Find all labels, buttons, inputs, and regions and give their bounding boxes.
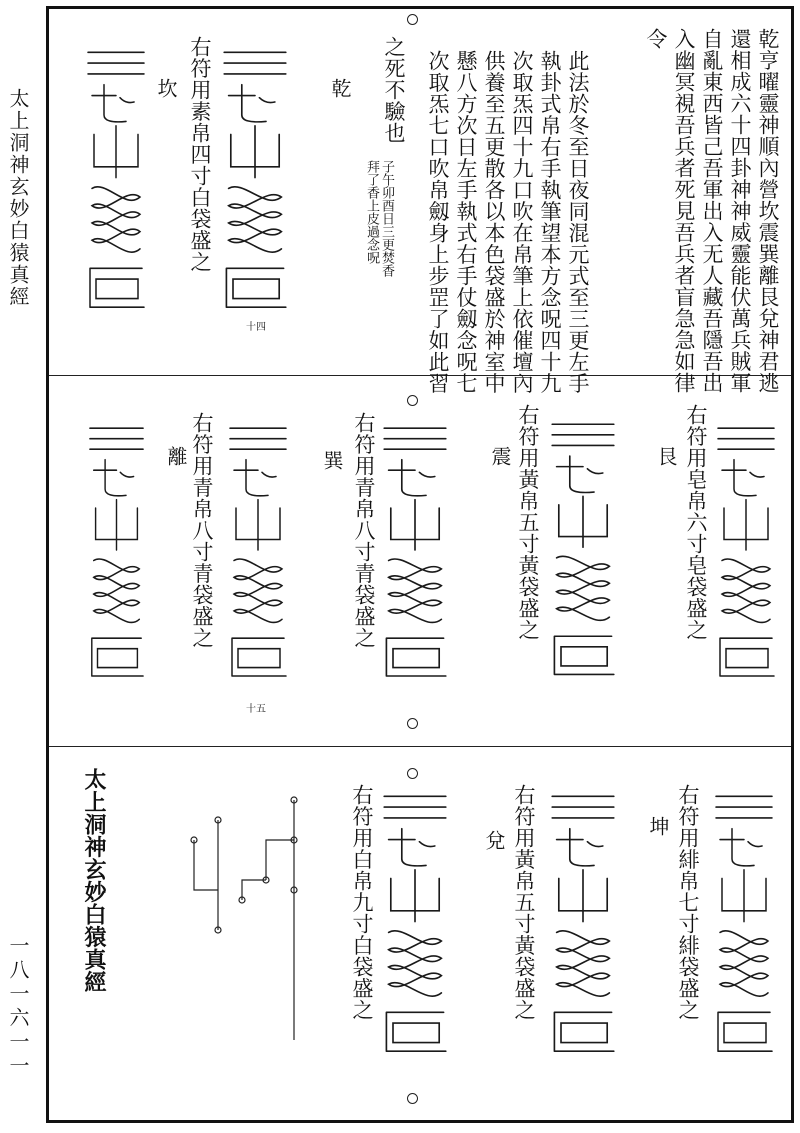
talisman-note: 右符用青帛八寸青袋盛之 (352, 412, 376, 649)
text-column: 執卦式帛右手執筆望本方念呪四十九 (538, 50, 562, 394)
talisman-note: 右符用黃帛五寸黃袋盛之 (516, 404, 540, 641)
text-column: 此法於冬至日夜同混元式至三更左手 (566, 50, 590, 394)
trigram-label-xun: 巽 (320, 450, 344, 470)
trigram-label-li: 離 (164, 446, 188, 466)
text-column: 還相成六十四卦神神威靈能伏萬兵賊軍 (728, 28, 752, 394)
text-column: 次取炁七口吹帛劔身上步罡了如此習 (426, 50, 450, 394)
page-small-number: 十五 (246, 704, 266, 715)
margin-page-number: 一八一六一一 (6, 935, 30, 1079)
talisman-note: 右符用素帛四寸白袋盛之 (188, 36, 212, 273)
talisman-note: 右符用白帛九寸白袋盛之 (350, 784, 374, 1021)
text-column: 次取炁四十九口吹在帛筆上依催壇內 (510, 50, 534, 394)
talisman-note: 右符用青帛八寸青袋盛之 (190, 412, 214, 649)
margin-book-title: 太上洞神玄妙白猿真經 (6, 88, 30, 308)
text-column: 懸八方次日左手執式右手仗劔念呪七 (454, 50, 478, 394)
page-small-number: 十四 (246, 322, 266, 333)
closing-title: 太上洞神玄妙白猿真經 (81, 768, 107, 993)
talisman-note: 右符用緋帛七寸緋袋盛之 (676, 784, 700, 1021)
trigram-label-zhen: 震 (488, 446, 512, 466)
text-column: 乾亨曜靈神順內營坎震巽離艮兌神君逃 (756, 28, 780, 394)
text-column: 入幽冥視吾兵者死見吾兵者盲急急如律 (672, 28, 696, 394)
trigram-label-kun: 坤 (646, 816, 670, 836)
text-column: 令 (644, 28, 668, 50)
trigram-label-qian: 乾 (328, 78, 352, 98)
text-column: 供養至五更散各以本色袋盛於神室中 (482, 50, 506, 394)
trigram-label-kan: 坎 (154, 78, 178, 98)
text-column: 自亂東西皆己吾軍出入无人藏吾隱吾出 (700, 28, 724, 394)
trigram-label-gen: 艮 (654, 446, 678, 466)
trigram-label-dui: 兌 (482, 830, 506, 850)
text-column: 之死不驗也 (382, 36, 406, 144)
talisman-note: 右符用皂帛六寸皂袋盛之 (684, 404, 708, 641)
talisman-note: 右符用黃帛五寸黃袋盛之 (512, 784, 536, 1021)
connector-diagram (176, 780, 326, 1080)
small-note: 子午卯酉日三更焚香拜了香上皮過念呪 (364, 160, 394, 277)
